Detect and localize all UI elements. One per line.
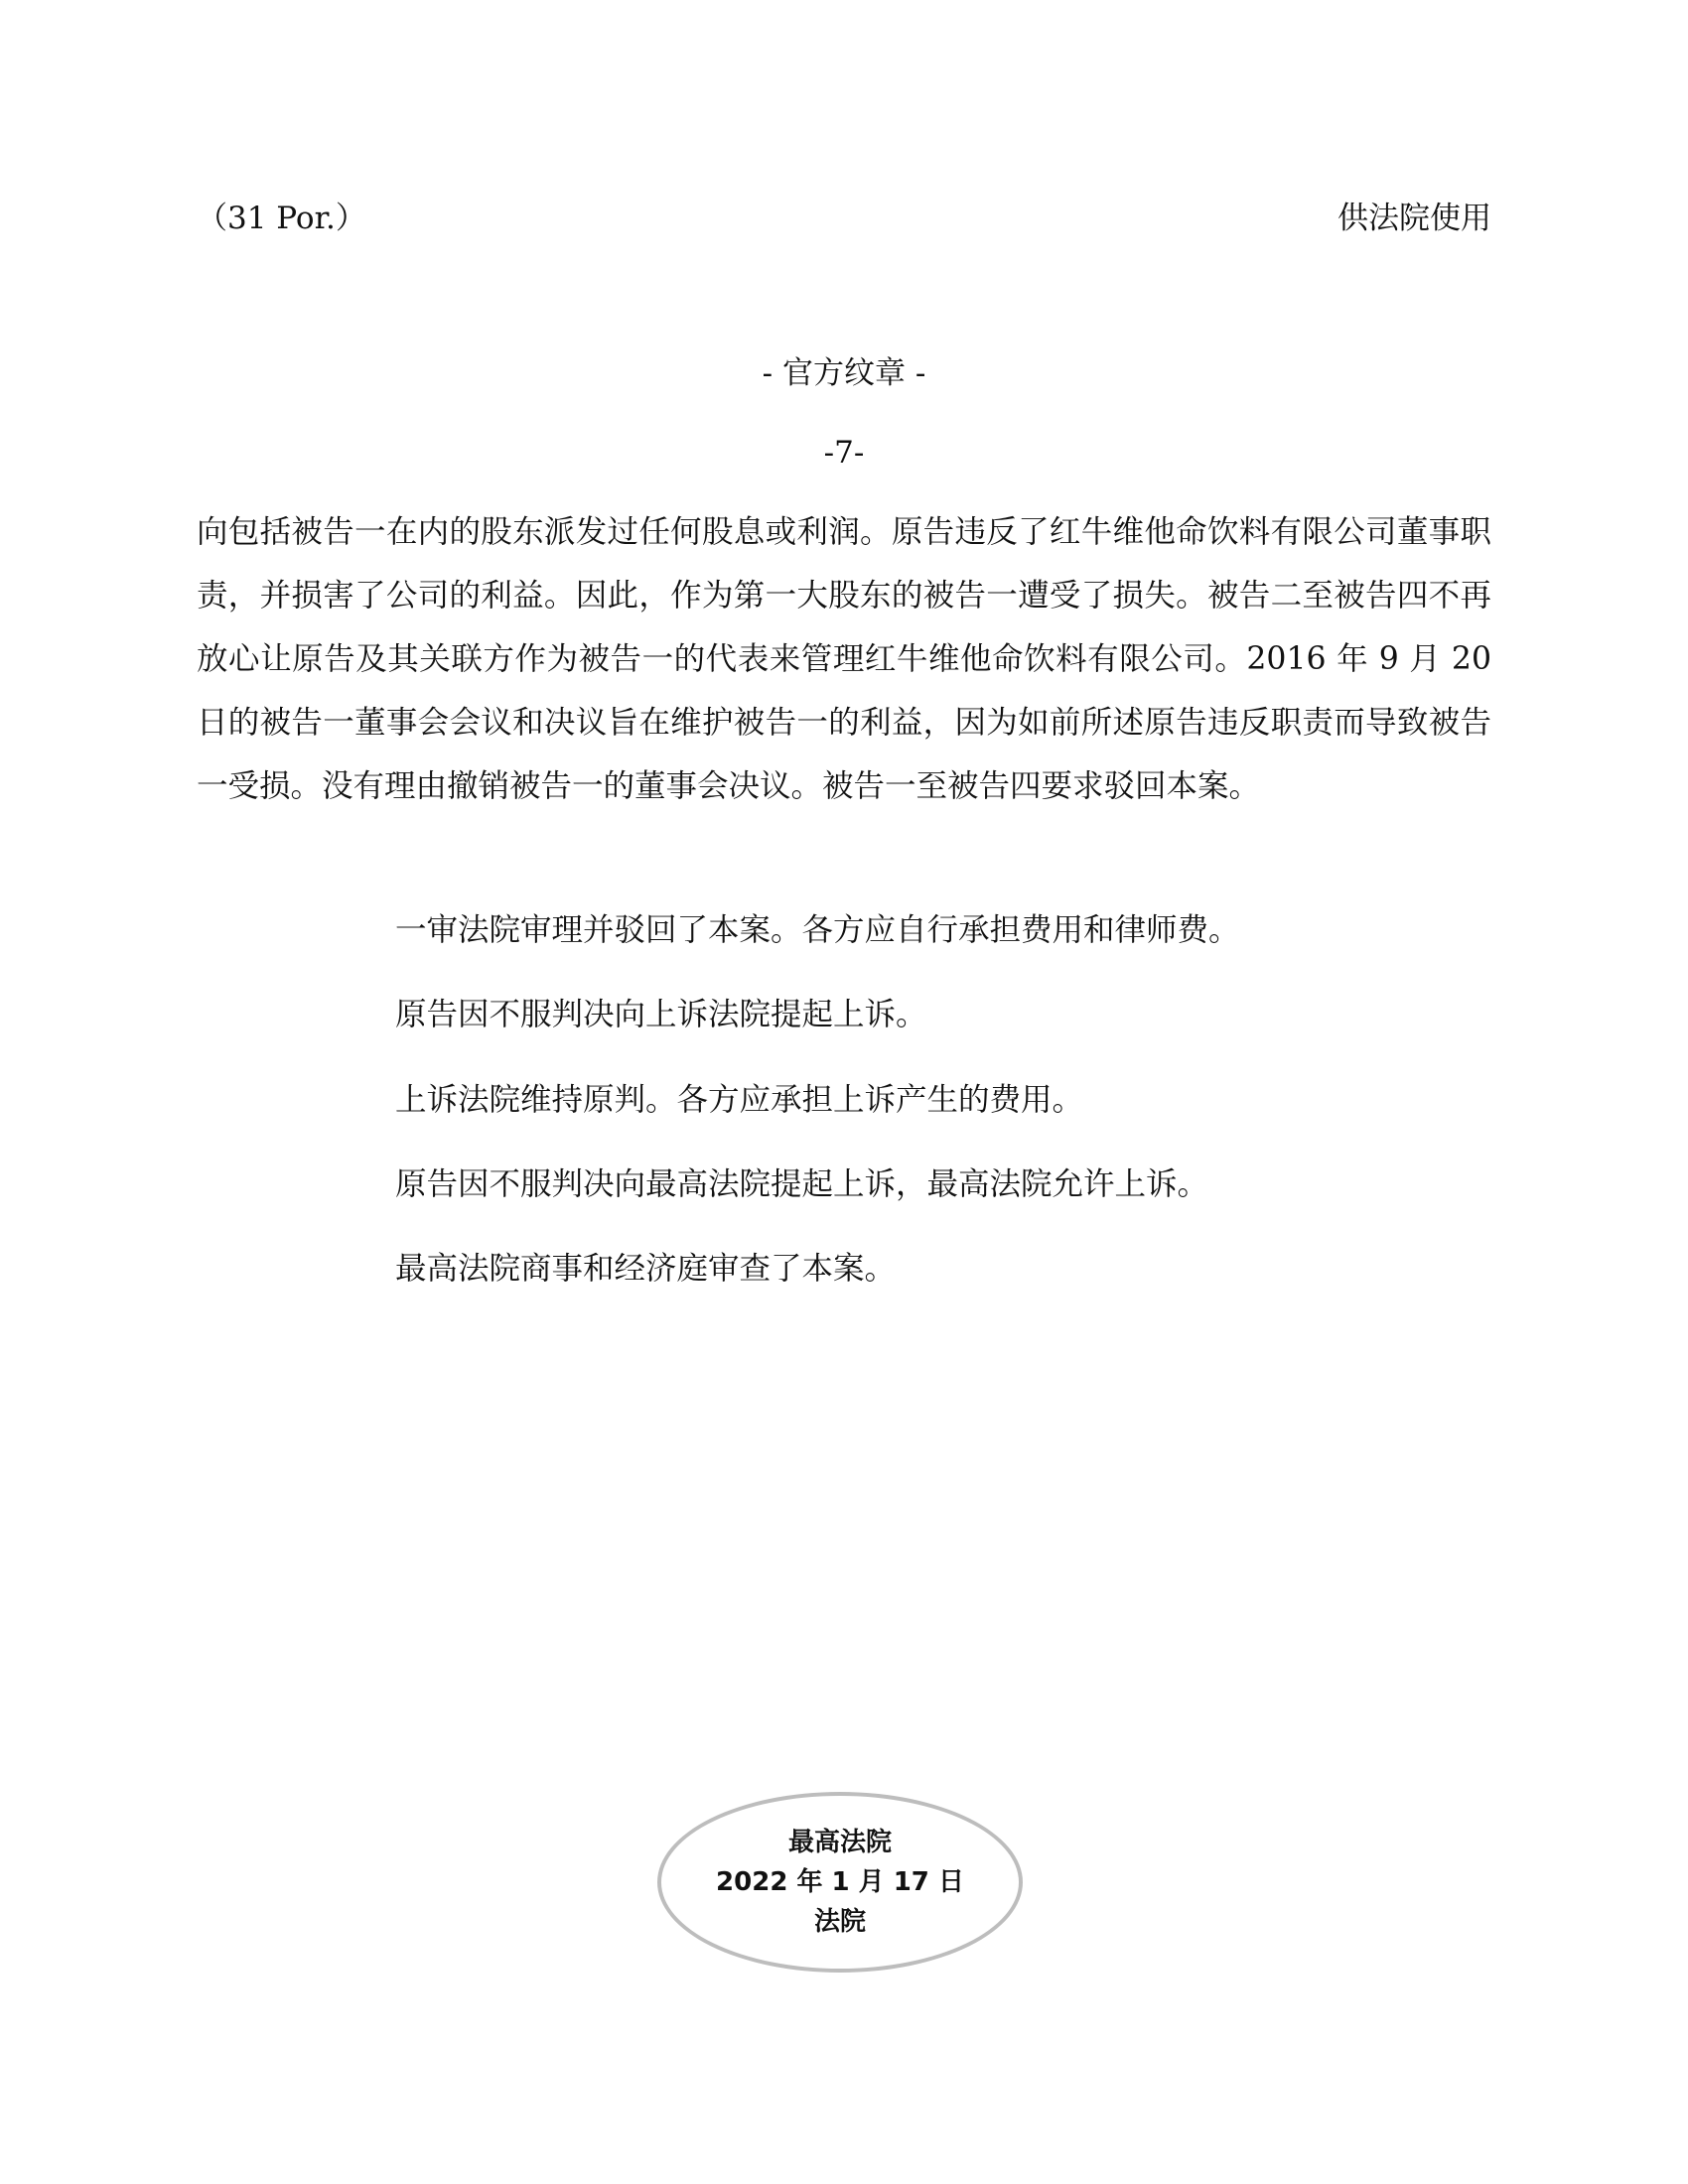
case-reference: （31 Por.） <box>197 201 366 236</box>
court-use-label: 供法院使用 <box>1337 201 1491 236</box>
main-paragraph: 向包括被告一在内的股东派发过任何股息或利润。原告违反了红牛维他命饮料有限公司董事职责，并损害了公司的利益。因此，作为第一大股东的被告一遭受了损失。被告二至被告四不再放心让原告及其关联方作为被告一的代表来管理红牛维他命饮料有限公司。2016 年 9 月 20 日的被告一董事会会议和决议旨在维护被告一的利益，因为如前所述原告违反职责而导致被告一受损。没有理由撤销被告一的董事会决议。被告一至被告四要求驳回本案。 <box>197 514 1491 804</box>
paragraph-first-instance: 一审法院审理并驳回了本案。各方应自行承担费用和律师费。 <box>395 912 1240 948</box>
seal-court-name: 最高法院 <box>787 1828 892 1857</box>
court-seal-stamp <box>657 1792 1023 1973</box>
paragraph-supreme-appeal: 原告因不服判决向最高法院提起上诉，最高法院允许上诉。 <box>395 1166 1209 1202</box>
seal-date: 2022 年 1 月 17 日 <box>716 1867 964 1897</box>
paragraph-appeal-filed: 原告因不服判决向上诉法院提起上诉。 <box>395 997 927 1032</box>
official-emblem-heading: - 官方纹章 - <box>762 355 926 391</box>
paragraph-appeal-upheld: 上诉法院维持原判。各方应承担上诉产生的费用。 <box>395 1082 1084 1118</box>
paragraph-supreme-review: 最高法院商事和经济庭审查了本案。 <box>395 1251 897 1287</box>
page-number: -7- <box>823 435 865 471</box>
seal-label: 法院 <box>813 1907 866 1937</box>
